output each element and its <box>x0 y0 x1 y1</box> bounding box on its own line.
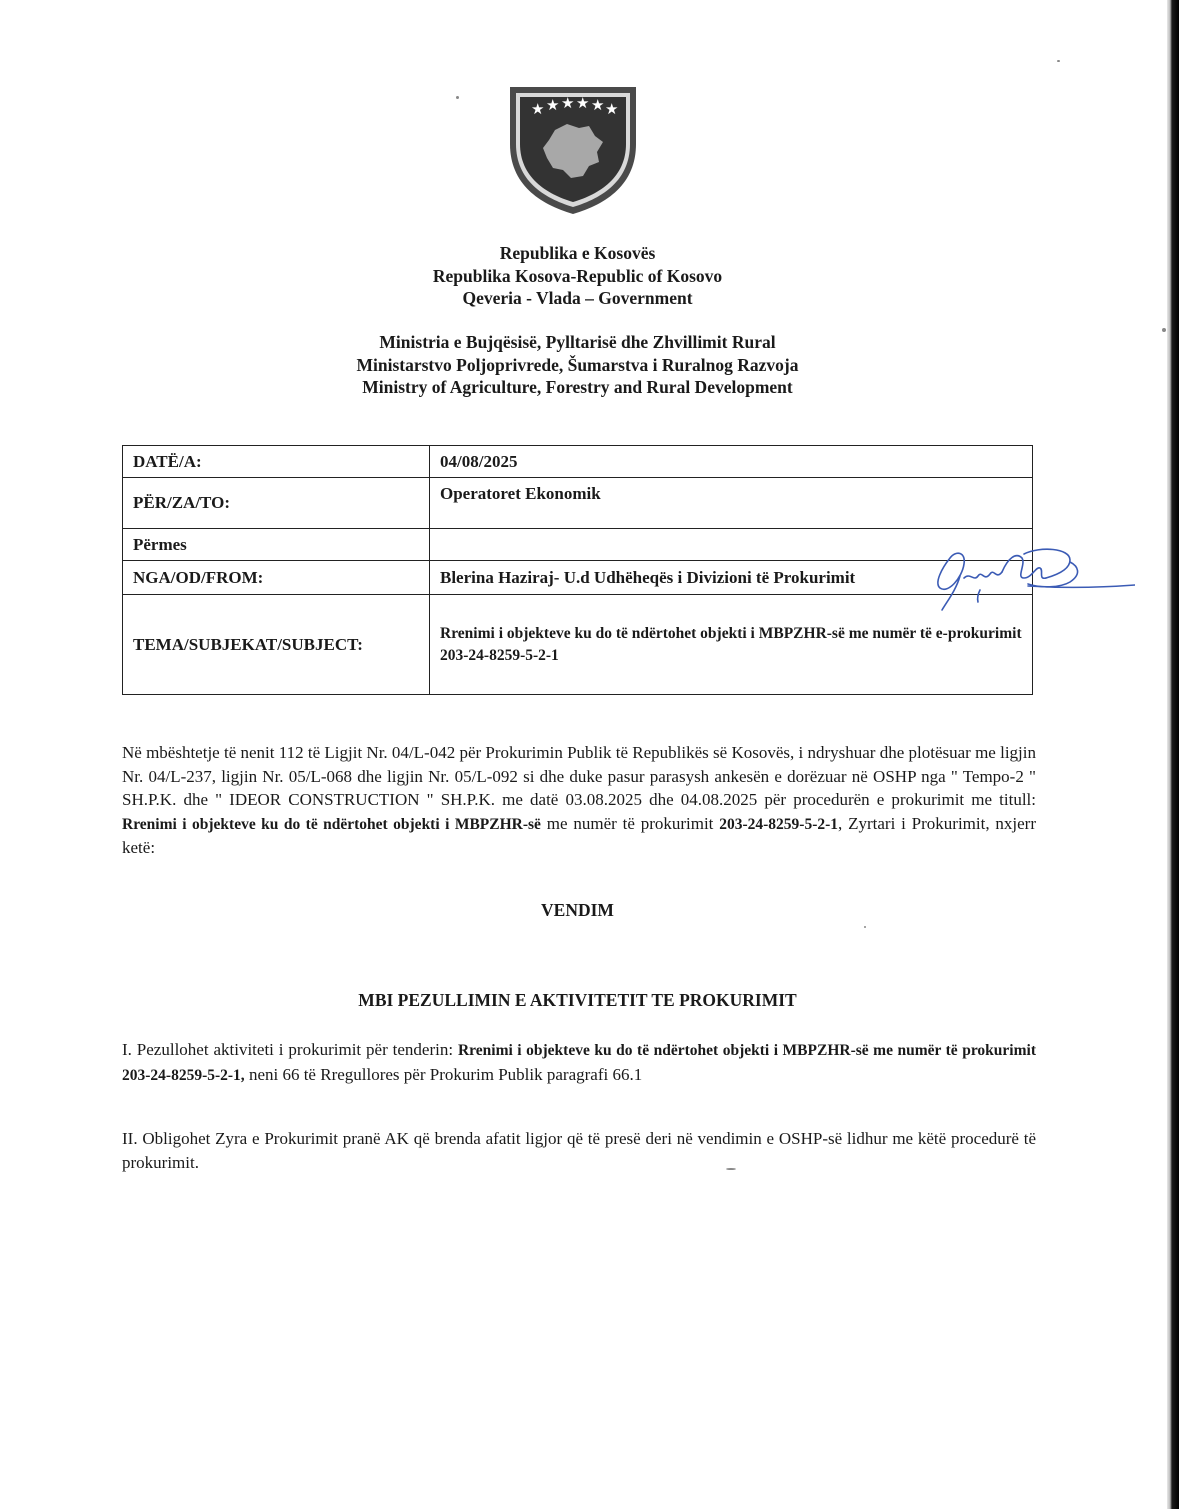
from-row <box>123 561 1033 595</box>
kosovo-coat-of-arms-icon <box>507 84 639 216</box>
date-label: DATË/A: <box>123 446 430 478</box>
to-value: Operatoret Ekonomik <box>430 478 1033 529</box>
scan-speck <box>456 96 459 99</box>
ministry-line-2: Ministarstvo Poljoprivrede, Šumarstva i Ruralnog Razvoja <box>356 354 799 375</box>
decision-point-2: II. Obligohet Zyra e Prokurimit pranë AK që brenda afatit ligjor që të presë deri në vendimin e OSHP-së lidhur me këtë procedurë të prokurimit. <box>122 1129 1036 1172</box>
svg-text:★: ★ <box>591 96 605 114</box>
subject-label: TEMA/SUBJEKAT/SUBJECT: <box>123 595 430 695</box>
decision-point-1 <box>122 1038 1036 1087</box>
svg-text:★: ★ <box>605 100 619 118</box>
subject-value: Rrenimi i objekteve ku do të ndërtohet objekti i MBPZHR-së me numër të e-prokurimit 203-24-8259-5-2-1 <box>430 595 1033 695</box>
document-meta-table <box>122 445 1033 695</box>
date-value: 04/08/2025 <box>430 446 1033 478</box>
gov-line-2: Republika Kosova-Republic of Kosovo <box>432 265 723 286</box>
scan-speck <box>864 926 866 928</box>
svg-text:★: ★ <box>561 94 575 112</box>
intro-mid: me numër të prokurimit <box>540 813 720 833</box>
date-row <box>123 446 1033 478</box>
scan-speck <box>1162 328 1166 332</box>
via-label: Përmes <box>123 529 430 561</box>
gov-line-1: Republika e Kosovës <box>499 243 656 263</box>
svg-text:★: ★ <box>546 96 560 114</box>
scan-edge-shadow <box>1167 0 1179 1509</box>
intro-text: Në mbështetje të nenit 112 të Ligjit Nr. 04/L-042 për Prokurimin Publik të Republikës së Kosovës, i ndryshuar dhe plotësuar me ligjin Nr. 04/L-237, ligjin Nr. 05/L-068 dhe ligjin Nr. 05/L-092 si dhe duke pasur parasysh ankesën e dorëzuar në OSHP nga " Tempo-2 " SH.P.K. dhe " IDEOR CONSTRUCTION " SH.P.K. me datë 03.08.2025 dhe 04.08.2025 për procedurën e prokurimit me titull: <box>122 743 1036 809</box>
intro-end: , Zyrtari i Prokurimit, nxjerr ketë: <box>122 813 1036 857</box>
decision-subheading: MBI PEZULLIMIN E AKTIVITETIT TE PROKURIMIT <box>358 990 797 1010</box>
intro-number: 203-24-8259-5-2-1 <box>719 815 839 833</box>
ministry-line-3: Ministry of Agriculture, Forestry and Rural Development <box>362 377 793 397</box>
point1-bold: Rrenimi i objekteve ku do të ndërtohet objekti i MBPZHR-së me numër të prokurimit 203-24-8259-5-2-1, <box>122 1042 1036 1084</box>
from-label: NGA/OD/FROM: <box>123 561 430 595</box>
svg-text:★: ★ <box>576 94 590 112</box>
ministry-line-1: Ministria e Bujqësisë, Pylltarisë dhe Zhvillimit Rural <box>379 332 776 352</box>
decision-heading: VENDIM <box>541 900 614 920</box>
handwritten-signature <box>920 538 1135 616</box>
to-row <box>123 478 1033 529</box>
svg-text:★: ★ <box>531 100 545 118</box>
gov-line-3: Qeveria - Vlada – Government <box>462 288 693 308</box>
to-label: PËR/ZA/TO: <box>123 478 430 529</box>
ministry-header <box>0 331 1155 399</box>
from-value: Blerina Haziraj- U.d Udhëheqës i Divizioni të Prokurimit <box>430 561 1033 595</box>
point1-end: neni 66 të Rregullores për Prokurim Publik paragrafi 66.1 <box>244 1064 643 1084</box>
government-header <box>0 242 1155 310</box>
subject-row <box>123 595 1033 695</box>
scan-speck <box>1057 60 1060 62</box>
intro-title: Rrenimi i objekteve ku do të ndërtohet objekti i MBPZHR-së <box>122 815 541 833</box>
point1-start: I. Pezullohet aktiviteti i prokurimit për tenderin: <box>122 1040 458 1059</box>
via-row <box>123 529 1033 561</box>
intro-paragraph <box>122 741 1036 860</box>
scan-speck <box>726 1168 736 1170</box>
